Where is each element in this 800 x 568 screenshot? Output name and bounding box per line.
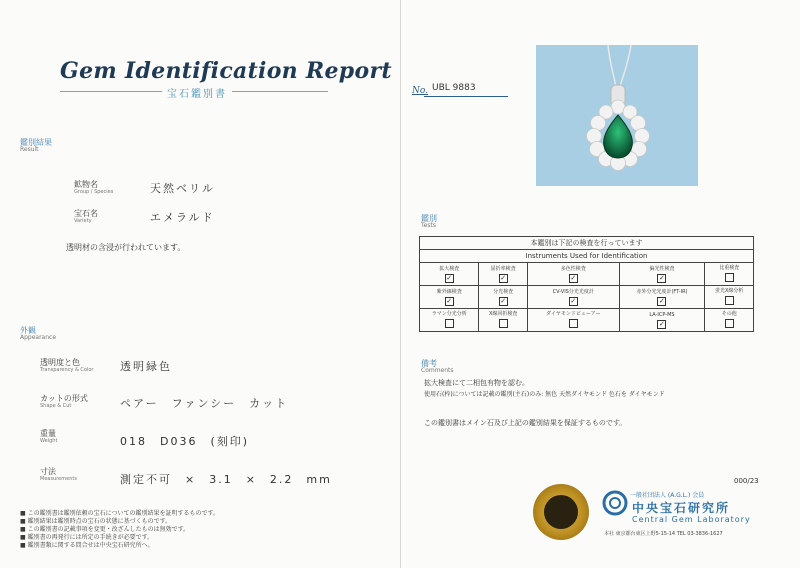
test-label: その他 (721, 310, 737, 317)
appearance-section-title: 外観 (20, 326, 36, 335)
test-checkbox (725, 273, 734, 282)
measure-label: 寸法 (40, 467, 56, 476)
comment-line: 拡大検査にて二相包有物を認む。 (424, 379, 529, 387)
color-label: 透明度と色 (40, 358, 80, 367)
test-checkbox (445, 319, 454, 328)
test-checkbox: ✓ (570, 296, 577, 305)
test-label: LA-ICP-MS (649, 311, 675, 318)
test-checkbox (725, 319, 734, 328)
test-cell (527, 263, 619, 286)
lab-name-jp: 中央宝石研究所 (632, 501, 731, 515)
test-cell (420, 309, 479, 332)
variety-value: エメラルド (150, 211, 215, 224)
test-label: 偏光性検査 (649, 265, 675, 272)
measure-label-en: Measurements (40, 476, 77, 482)
tests-section-title: 鑑別 (421, 214, 437, 223)
tests-row (420, 263, 754, 286)
comments-section-subtitle: Comments (421, 367, 454, 374)
test-label: 多色性検査 (560, 265, 586, 272)
test-label: X線回折検査 (488, 310, 518, 317)
comment-line: 使用石(枠)については記載の鑑別(主石)のみ: 無色 天然ダイヤモンド 色石を ダイヤモンド (424, 391, 665, 398)
test-checkbox: ✓ (500, 296, 507, 305)
color-value: 透明緑色 (120, 360, 172, 373)
footnote: ■ 鑑別書類に関する問合せは中央宝石研究所へ。 (20, 542, 154, 549)
comments-section-title: 備考 (421, 359, 437, 368)
test-label: 赤外分光光度計(FT-IR) (636, 288, 688, 295)
species-label: 鉱物名 (74, 180, 98, 189)
test-cell (619, 309, 705, 332)
lab-address: 本社 東京都台東区上野5-15-14 TEL 03-3836-1627 (604, 531, 723, 537)
tests-row (420, 309, 754, 332)
test-checkbox: ✓ (659, 296, 665, 305)
appearance-section-subtitle: Appearance (20, 334, 57, 341)
lab-name-en: Central Gem Laboratory (632, 515, 751, 524)
lab-org: 一般社団法人 (A.G.L.) 会員 (630, 492, 705, 499)
tests-heading-en: Instruments Used for Identification (420, 250, 754, 263)
report-date: 000/23 (734, 477, 759, 485)
test-cell (527, 309, 619, 332)
cut-value: ペアー ファンシー カット (120, 397, 289, 410)
weight-value: 018 D036 (刻印) (120, 435, 250, 448)
test-cell (705, 309, 754, 332)
test-checkbox: ✓ (659, 319, 665, 328)
footnote: ■ 鑑別結果は鑑別時点の宝石の状態に基づくものです。 (20, 518, 172, 525)
tests-heading: 本鑑別は下記の検査を行っています (420, 237, 754, 250)
laboratory-seal (533, 484, 589, 540)
species-value: 天然ベリル (150, 182, 215, 195)
footnote: ■ この鑑別書は鑑別依頼の宝石についての鑑別結果を証明するものです。 (20, 510, 219, 517)
tests-section-subtitle: Tests (421, 222, 436, 229)
test-checkbox (569, 319, 578, 328)
report-subtitle: 宝石鑑別書 (162, 85, 232, 100)
test-label: 屈折率検査 (490, 265, 516, 272)
test-checkbox: ✓ (500, 273, 507, 282)
test-cell (527, 286, 619, 309)
lab-logo-icon (602, 490, 628, 520)
species-label-en: Group / Species (74, 189, 114, 195)
test-checkbox (499, 319, 508, 328)
test-label: 分光検査 (493, 288, 514, 295)
footnote: ■ 鑑別書の再発行には所定の手続きが必要です。 (20, 534, 154, 541)
seal-center (544, 495, 578, 529)
tests-row (420, 286, 754, 309)
test-cell (479, 309, 528, 332)
comment-line: この鑑別書はメイン石及び上記の鑑別結果を保証するものです。 (424, 419, 627, 427)
test-cell (619, 263, 705, 286)
report-title: Gem Identification Report (60, 58, 392, 84)
test-checkbox: ✓ (446, 273, 453, 282)
cut-label-en: Shape & Cut (40, 403, 72, 409)
variety-label-en: Variety (74, 218, 92, 224)
test-label: ダイヤモンドビューアー (546, 310, 601, 317)
variety-label: 宝石名 (74, 209, 98, 218)
test-label: 比重検査 (719, 264, 740, 271)
test-checkbox: ✓ (659, 273, 665, 282)
test-label: CV-VIS分光光度計 (552, 288, 594, 295)
test-cell (420, 263, 479, 286)
test-checkbox: ✓ (446, 296, 453, 305)
test-label: 拡大検査 (439, 265, 460, 272)
report-number-label: No. (412, 86, 428, 96)
test-cell (479, 263, 528, 286)
test-checkbox: ✓ (570, 273, 577, 282)
report-number-rule (424, 96, 508, 97)
test-cell (479, 286, 528, 309)
test-checkbox (725, 296, 734, 305)
test-label: ラマン分光分析 (431, 310, 467, 317)
gem-photo (536, 45, 698, 186)
cut-label: カットの形式 (40, 394, 88, 403)
page-fold (400, 0, 401, 568)
test-cell (705, 286, 754, 309)
weight-label-en: Weight (40, 438, 58, 444)
treatment-note: 透明材の含浸が行われています。 (66, 243, 186, 252)
test-cell (420, 286, 479, 309)
footnote: ■ この鑑別書の記載事項を変更・改ざんしたものは無効です。 (20, 526, 190, 533)
measure-value: 測定不可 × 3.1 × 2.2 mm (120, 473, 332, 486)
color-label-en: Transparency & Color (40, 367, 94, 373)
test-cell (619, 286, 705, 309)
result-section-title: 鑑別結果 (20, 138, 52, 147)
result-section-subtitle: Result (20, 146, 39, 153)
pendant-image (536, 45, 698, 186)
test-label: 紫外線検査 (436, 288, 462, 295)
test-cell (705, 263, 754, 286)
weight-label: 重量 (40, 429, 56, 438)
report-number-value: UBL 9883 (432, 83, 476, 93)
tests-table (419, 236, 754, 332)
test-label: 蛍光X線分析 (714, 287, 744, 294)
